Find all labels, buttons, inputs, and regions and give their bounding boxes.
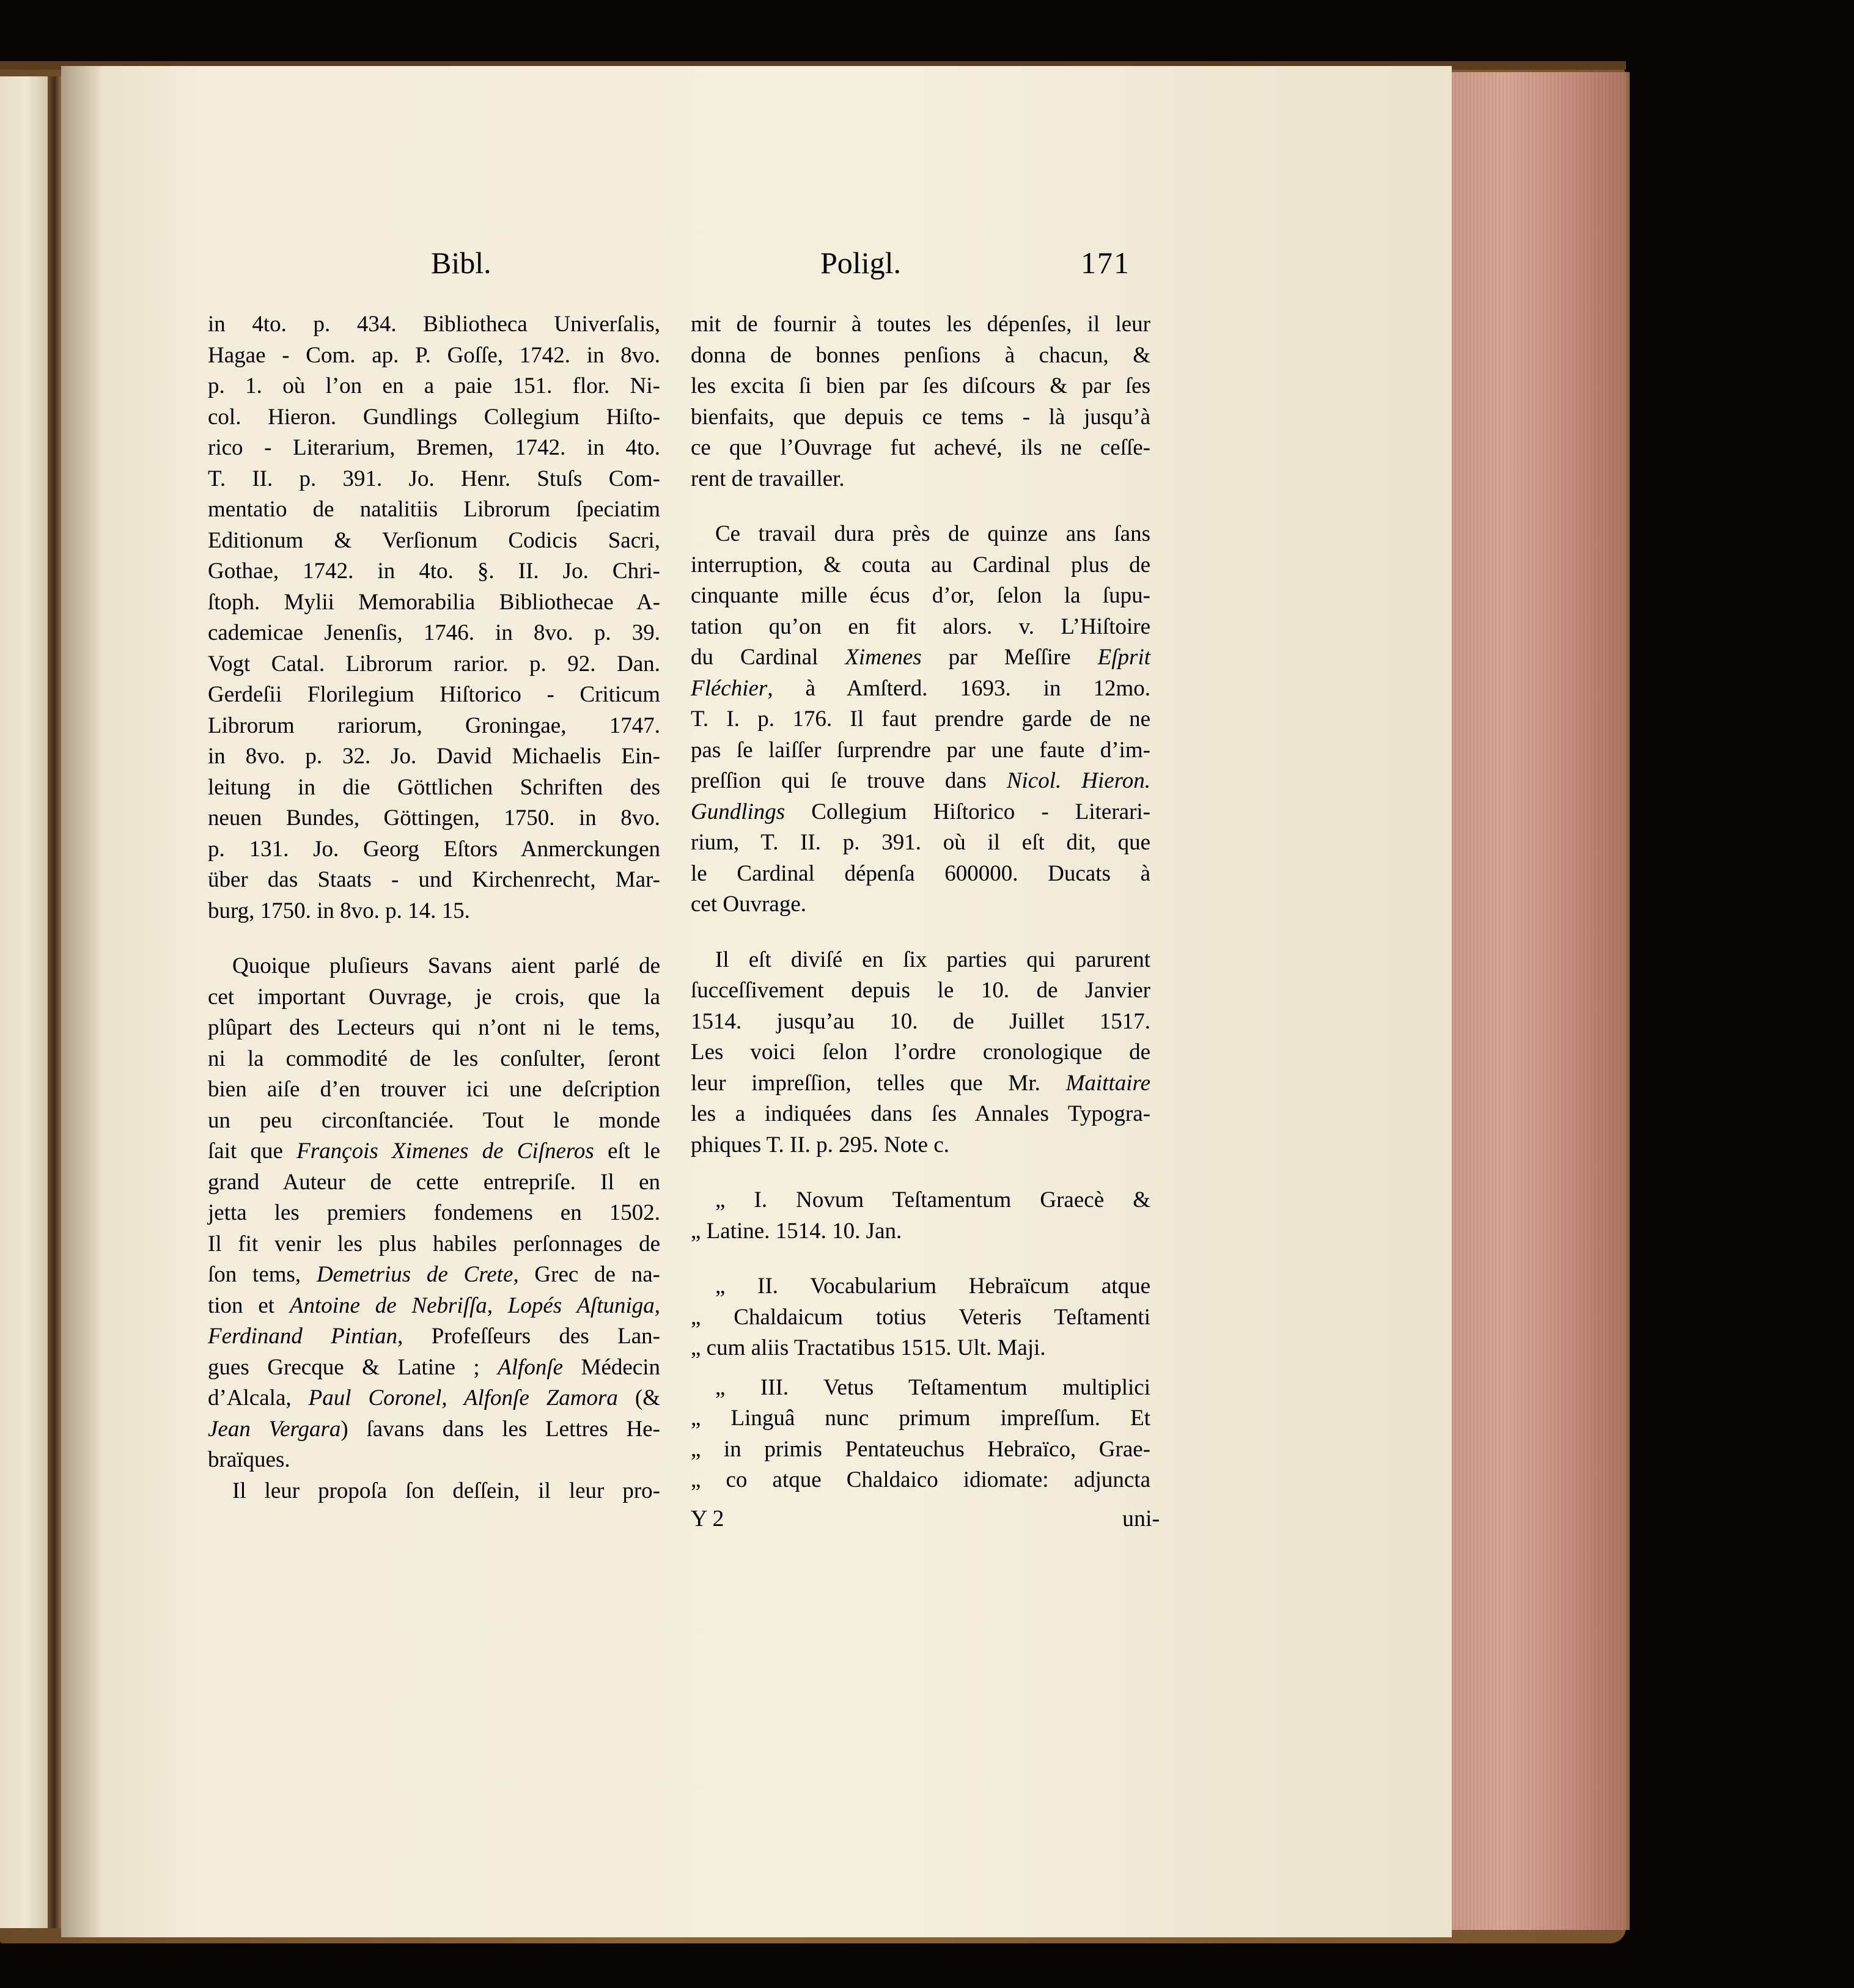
text-line: „ cum aliis Tractatibus 1515. Ult. Maji. [691,1335,1046,1360]
text-line: Les voici ſelon l’ordre cronologique de [691,1040,1150,1065]
text-line: les excita ſi bien par ſes diſcours & par ſes [691,373,1150,398]
text-line: jetta les premiers fondemens en 1502. [208,1200,660,1225]
text-line: Il eſt diviſé en ſix parties qui parurent [715,947,1150,972]
italic-run: Gundlings [691,799,785,824]
text-line: ce que l’Ouvrage fut achevé, ils ne ceſſe- [691,435,1150,460]
verso-page-edge [0,76,48,1928]
text-line [208,1136,660,1167]
running-head-center: Poligl. [820,246,901,280]
text-run: gues Grecque & Latine ; [208,1354,498,1380]
text-run: Médecin [563,1354,660,1380]
text-line: donna de bonnes penſions à chacun, & [691,342,1150,368]
text-line: neuen Bundes, Göttingen, 1750. in 8vo. [208,805,660,831]
text-line: in 4to. p. 434. Bibliotheca Univerſalis, [208,312,660,337]
text-line: cinquante mille écus d’or, ſelon la ſupu- [691,583,1150,608]
text-line: „ co atque Chaldaico idiomate: adjuncta [691,1467,1150,1492]
text-run: ſait que [208,1139,297,1164]
paragraph-gap [691,920,1150,945]
text-line [691,766,1150,797]
italic-run: Jean Vergara [208,1416,341,1442]
text-run: d’Alcala, [208,1385,309,1410]
italic-run: Eſprit [1097,645,1151,670]
text-line: plûpart des Lecteurs qui n’ont ni le tems, [208,1015,660,1040]
italic-run: Demetrius de Crete, [316,1262,519,1287]
text-line: pas ſe laiſſer ſurprendre par une faute d’im- [691,737,1150,763]
text-line: un peu circonſtanciée. Tout le monde [208,1107,660,1133]
text-line: interruption, & couta au Cardinal plus de [691,552,1150,578]
text-line: rent de travailler. [691,466,845,491]
text-line: „ II. Vocabularium Hebraïcum atque [715,1274,1150,1299]
text-line: braïques. [208,1447,290,1472]
text-line: bienfaits, que depuis ce tems - là jusqu’à [691,404,1150,430]
page-gutter-shadow [61,66,104,1937]
text-line: cademicae Jenenſis, 1746. in 8vo. p. 39. [208,620,660,645]
text-line [691,673,1150,705]
italic-run: Paul Coronel, Alfonſe Zamora [308,1385,618,1410]
text-line: 1514. jusqu’au 10. de Juillet 1517. [691,1008,1150,1034]
text-line: burg, 1750. in 8vo. p. 14. 15. [208,898,470,923]
italic-run: Antoine de Nebriſſa, Lopés Aſtuniga, [289,1293,661,1318]
text-line: rico - Literarium, Bremen, 1742. in 4to. [208,435,660,460]
paragraph-gap [691,1364,1150,1373]
text-run: Collegium Hiſtorico - Literari- [785,799,1150,824]
text-line: „ Linguâ nunc primum impreſſum. Et [691,1406,1150,1431]
italic-run: Nicol. Hieron. [1006,768,1150,793]
text-line: cet Ouvrage. [691,892,807,917]
text-line [208,1383,660,1414]
text-line: cet important Ouvrage, je crois, que la [208,984,660,1010]
text-line: T. I. p. 176. Il faut prendre garde de ne [691,706,1150,732]
text-line: Quoique pluſieurs Savans aient parlé de [232,953,660,978]
text-line: Ce travail dura près de quinze ans ſans [715,521,1150,546]
page-block-fore-edge [1452,72,1630,1930]
text-line: p. 131. Jo. Georg Eſtors Anmerckungen [208,836,660,862]
text-line: Il fit venir les plus habiles perſonnages de [208,1231,660,1256]
text-line [691,642,1150,673]
text-line: über das Staats - und Kirchenrecht, Mar- [208,867,660,892]
text-run: , à Amſterd. 1693. in 12mo. [767,675,1150,701]
italic-run: Maittaire [1065,1070,1150,1096]
text-line: mit de fournir à toutes les dépenſes, il leur [691,312,1150,337]
text-run: par Meſſire [921,645,1098,670]
text-line: tation qu’on en fit alors. v. L’Hiſtoire [691,614,1150,639]
catchword: uni- [1122,1506,1160,1531]
text-run: , Profeſſeurs des Lan- [397,1324,660,1349]
text-line: Gothae, 1742. in 4to. §. II. Jo. Chri- [208,559,660,584]
text-line: Hagae - Com. ap. P. Goſſe, 1742. in 8vo. [208,342,660,368]
text-run: preſſion qui ſe trouve dans [691,768,1007,793]
text-line [208,1260,660,1291]
italic-run: Ximenes [845,645,922,670]
italic-run: Fléchier [691,675,768,701]
text-line: bien aiſe d’en trouver ici une deſcription [208,1077,660,1102]
text-line: in 8vo. p. 32. Jo. David Michaelis Ein- [208,744,660,769]
paragraph-gap [691,1161,1150,1185]
text-line: mentatio de natalitiis Librorum ſpeciatim [208,497,660,522]
text-line: ni la commodité de les conſulter, ſeront [208,1046,660,1071]
text-line: p. 1. où l’on en a paie 151. flor. Ni- [208,373,660,398]
page-number: 171 [1081,246,1130,280]
running-head-left: Bibl. [431,246,491,280]
text-run: du Cardinal [691,645,845,670]
text-line: „ I. Novum Teſtamentum Graecè & [715,1187,1150,1212]
text-run: ) ſavans dans les Lettres He- [340,1416,660,1442]
text-run: tion et [208,1293,290,1318]
text-line: Vogt Catal. Librorum rarior. p. 92. Dan. [208,651,660,677]
text-line: le Cardinal dépenſa 600000. Ducats à [691,860,1150,886]
text-line: col. Hieron. Gundlings Collegium Hiſto- [208,404,660,430]
text-line: Gerdeſii Florilegium Hiſtorico - Criticum [208,682,660,707]
text-line [691,797,1150,828]
text-line: Editionum & Verſionum Codicis Sacri, [208,527,660,553]
text-line: „ in primis Pentateuchus Hebraïco, Grae- [691,1436,1150,1462]
paragraph-gap [691,494,1150,519]
book-gutter [48,76,61,1928]
text-line: Il leur propoſa ſon deſſein, il leur pro- [232,1478,660,1503]
text-run: ſon tems, [208,1262,317,1287]
text-line: T. II. p. 391. Jo. Henr. Stuſs Com- [208,466,660,491]
text-line: rium, T. II. p. 391. où il eſt dit, que [691,830,1150,855]
text-line: Librorum rariorum, Groningae, 1747. [208,713,660,738]
text-line: leitung in die Göttlichen Schriften des [208,774,660,800]
text-run: leur impreſſion, telles que Mr. [691,1070,1066,1096]
text-line: grand Auteur de cette entrepriſe. Il en [208,1169,660,1195]
italic-run: Ferdinand Pintian [208,1324,398,1349]
paragraph-gap [691,1247,1150,1271]
text-run: Grec de na- [518,1262,660,1287]
text-line: ſtoph. Mylii Memorabilia Bibliothecae A- [208,589,660,615]
paragraph-gap [208,926,660,951]
text-line: „ Chaldaicum totius Veteris Teſtamenti [691,1304,1150,1330]
text-run: (& [617,1385,660,1410]
text-line: „ Latine. 1514. 10. Jan. [691,1218,902,1244]
text-line [208,1291,660,1322]
text-line: „ III. Vetus Teſtamentum multiplici [715,1374,1150,1400]
text-column-left [208,309,660,1506]
text-column-right [691,309,1150,1496]
signature-mark: Y 2 [691,1506,724,1531]
text-line [691,1068,1150,1099]
text-line: ſucceſſivement depuis le 10. de Janvier [691,978,1150,1003]
italic-run: François Ximenes de Ciſneros [296,1139,594,1164]
text-line [208,1414,660,1445]
text-line: phiques T. II. p. 295. Note c. [691,1132,950,1157]
text-line: les a indiquées dans ſes Annales Typogra- [691,1101,1150,1126]
text-run: eſt le [594,1139,661,1164]
italic-run: Alfonſe [498,1354,564,1380]
text-line [208,1321,660,1352]
text-line [208,1352,660,1384]
